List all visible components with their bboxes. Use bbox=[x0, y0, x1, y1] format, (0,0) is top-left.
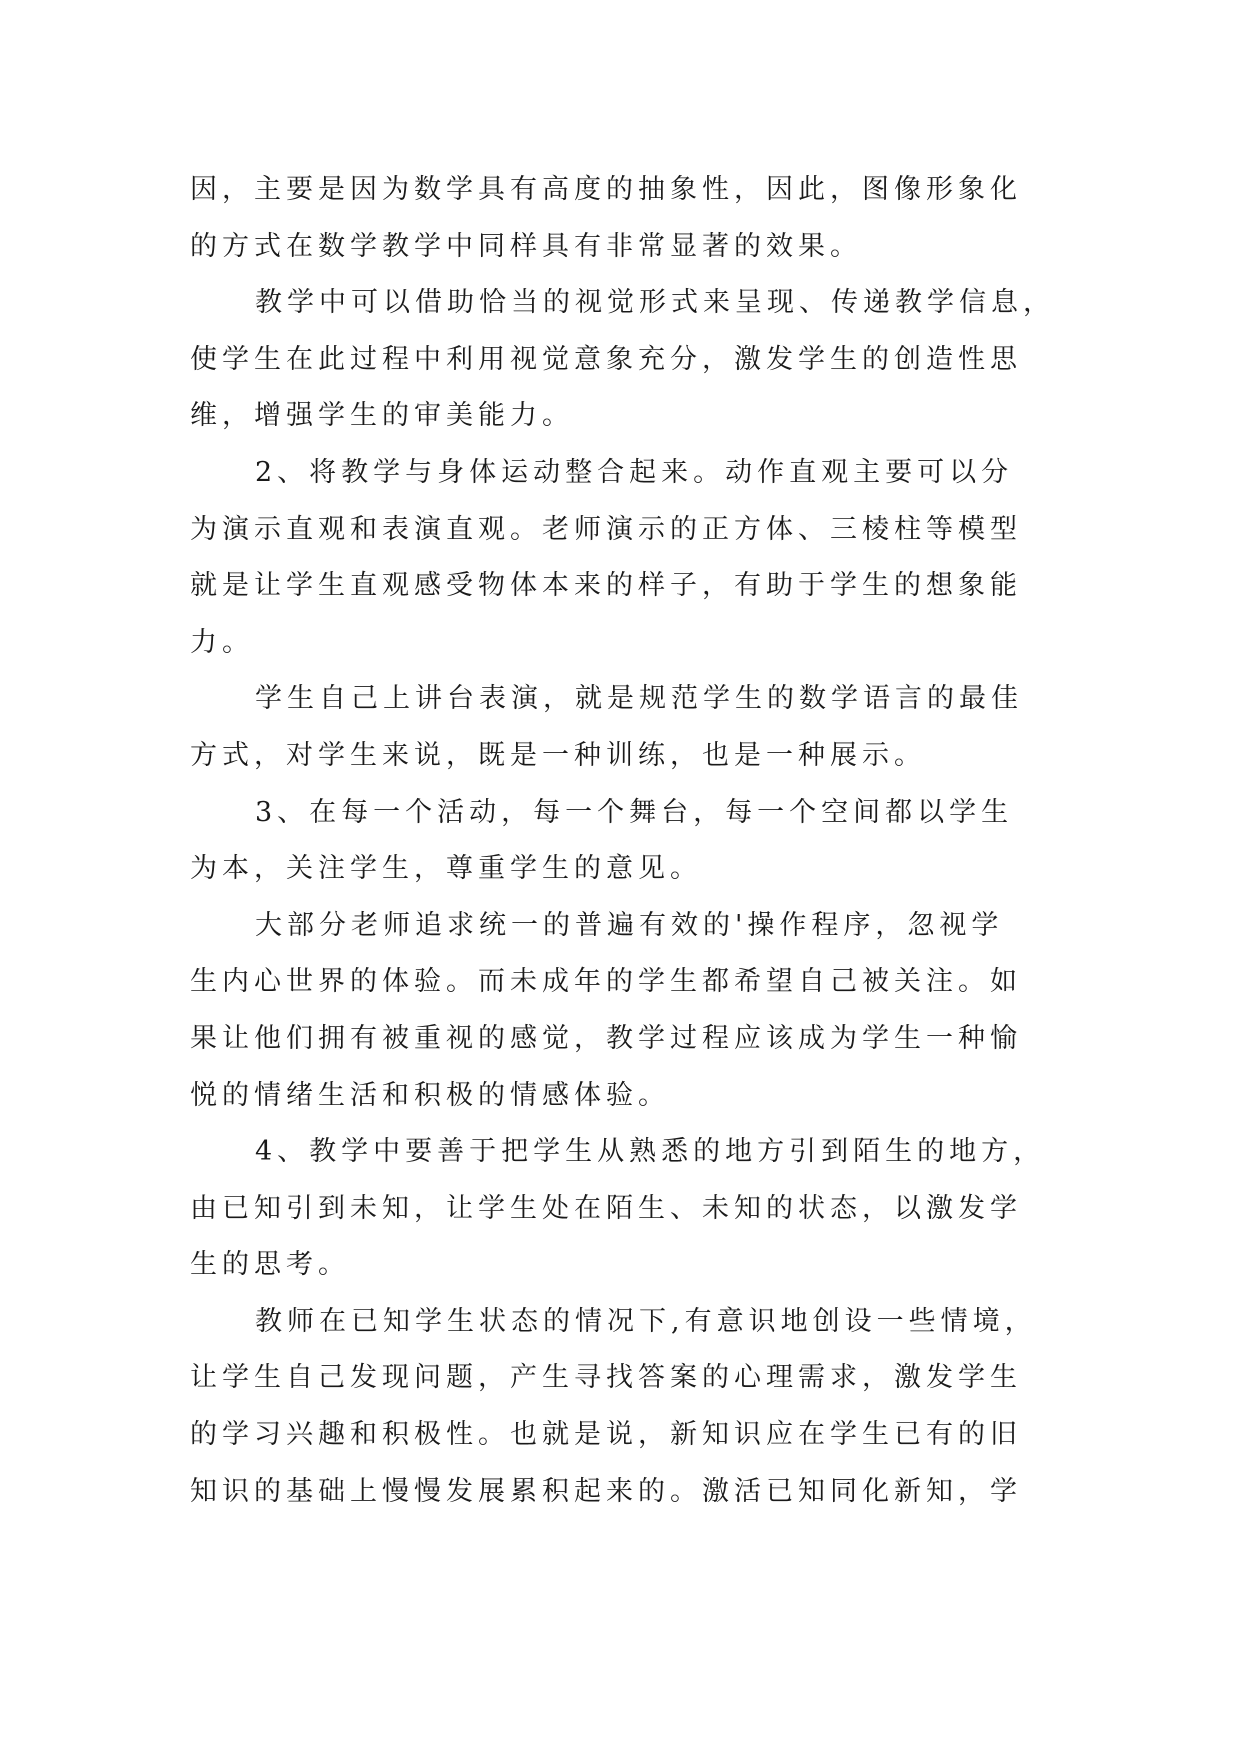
text-line: 果让他们拥有被重视的感觉，教学过程应该成为学生一种愉 bbox=[190, 1022, 1022, 1054]
text-line: 就是让学生直观感受物体本来的样子，有助于学生的想象能 bbox=[190, 570, 1022, 602]
paragraph-first-line: 学生自己上讲台表演，就是规范学生的数学语言的最佳 bbox=[255, 683, 1023, 715]
text-line: 为演示直观和表演直观。老师演示的正方体、三棱柱等模型 bbox=[190, 513, 1022, 545]
text-line: 维，增强学生的审美能力。 bbox=[190, 400, 574, 432]
text-line: 的方式在数学教学中同样具有非常显著的效果。 bbox=[190, 230, 862, 262]
paragraph-first-line: 2、将教学与身体运动整合起来。动作直观主要可以分 bbox=[255, 456, 1014, 488]
text-line: 因，主要是因为数学具有高度的抽象性，因此，图像形象化 bbox=[190, 174, 1022, 205]
paragraph-first-line: 3、在每一个活动，每一个舞台，每一个空间都以学生 bbox=[255, 796, 1014, 828]
paragraph-first-line: 4、教学中要善于把学生从熟悉的地方引到陌生的地方， bbox=[255, 1136, 1046, 1168]
text-line: 生的思考。 bbox=[190, 1249, 350, 1281]
text-line: 让学生自己发现问题，产生寻找答案的心理需求，激发学生 bbox=[190, 1362, 1022, 1394]
text-line: 的学习兴趣和积极性。也就是说，新知识应在学生已有的旧 bbox=[190, 1419, 1022, 1451]
text-line: 方式，对学生来说，既是一种训练，也是一种展示。 bbox=[190, 739, 926, 771]
text-line: 悦的情绪生活和积极的情感体验。 bbox=[190, 1079, 670, 1111]
paragraph-first-line: 教学中可以借助恰当的视觉形式来呈现、传递教学信息， bbox=[255, 287, 1055, 319]
text-line: 知识的基础上慢慢发展累积起来的。激活已知同化新知，学 bbox=[190, 1475, 1022, 1507]
text-line: 生内心世界的体验。而未成年的学生都希望自己被关注。如 bbox=[190, 966, 1022, 998]
text-line: 由已知引到未知，让学生处在陌生、未知的状态，以激发学 bbox=[190, 1192, 1022, 1224]
text-line: 为本，关注学生，尊重学生的意见。 bbox=[190, 853, 702, 885]
paragraph-first-line: 教师在已知学生状态的情况下,有意识地创设一些情境， bbox=[255, 1305, 1037, 1337]
text-line: 使学生在此过程中利用视觉意象充分，激发学生的创造性思 bbox=[190, 343, 1022, 375]
body-text bbox=[190, 162, 1070, 1520]
paragraph-first-line: 大部分老师追求统一的普遍有效的'操作程序，忽视学 bbox=[255, 909, 1004, 941]
text-line: 力。 bbox=[190, 626, 254, 658]
